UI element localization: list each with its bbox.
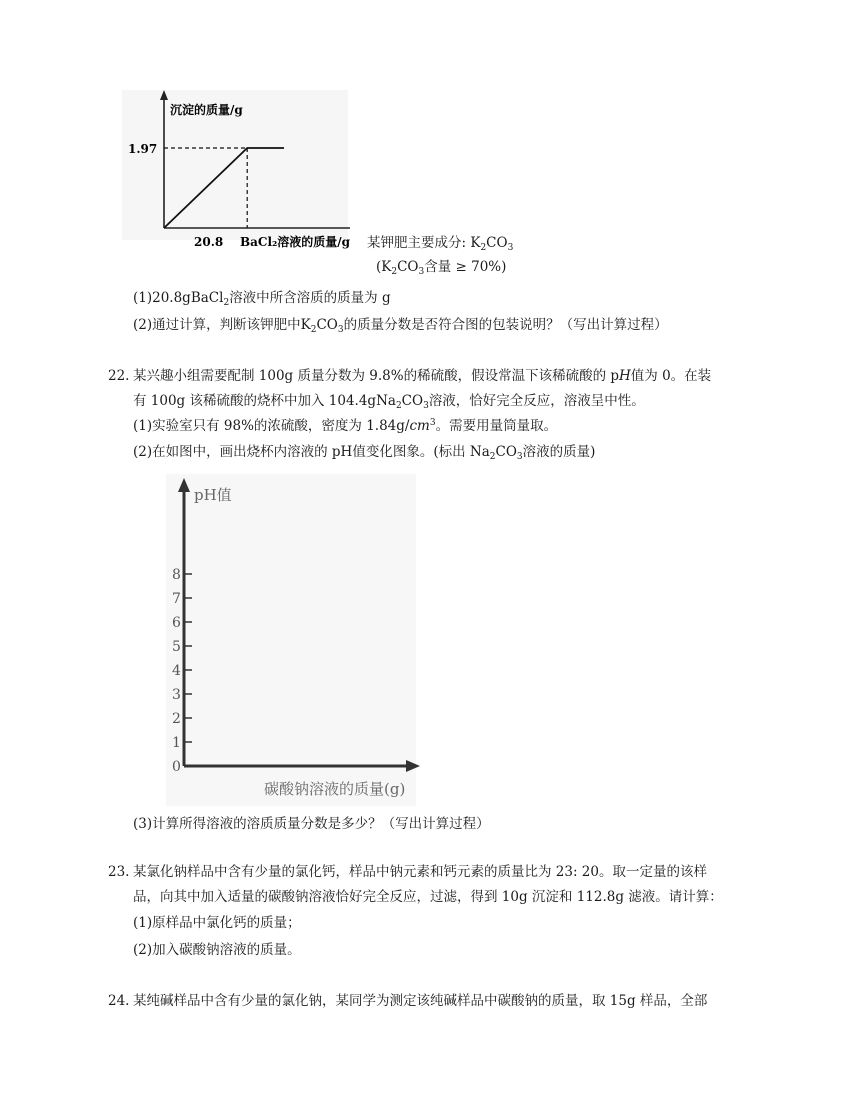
- chart-background: [166, 474, 416, 806]
- x-tick-label: 20.8: [194, 235, 224, 249]
- q22-part3: (3)计算所得溶液的溶质质量分数是多少？（写出计算过程）: [133, 816, 490, 832]
- q22-number: 22.: [108, 368, 130, 384]
- y-tick-label: 4: [172, 663, 181, 679]
- y-tick-label: 6: [172, 615, 181, 631]
- q22-part1: (1)实验室只有 98%的浓硫酸，密度为 $1.84g/cm^3$。需要用量筒量取。: [133, 418, 558, 434]
- y-tick-label: 1.97: [128, 142, 158, 156]
- y-tick-label: 5: [172, 639, 181, 655]
- y-tick-label: 0: [172, 759, 181, 775]
- y-tick-label: 3: [172, 687, 181, 703]
- q23-part1: (1)原样品中氯化钙的质量；: [133, 915, 301, 931]
- q22-stem-line1: 某兴趣小组需要配制 100g 质量分数为 9.8%的稀硫酸，假设常温下该稀硫酸的 pH值为 0。在装: [133, 368, 712, 384]
- y-tick-label: 2: [172, 711, 181, 727]
- y-tick-label: 8: [172, 567, 181, 583]
- q23-stem-line1: 某氯化钠样品中含有少量的氯化钙，样品中钠元素和钙元素的质量比为 23: 20。取一定量的该样: [133, 864, 707, 880]
- q24-stem-line1: 某纯碱样品中含有少量的氯化钠，某同学为测定该纯碱样品中碳酸钠的质量，取 15g 样品，全部: [133, 993, 708, 1009]
- x-axis-label: BaCl₂溶液的质量/g: [240, 235, 351, 249]
- q23-part2: (2)加入碳酸钠溶液的质量。: [133, 942, 301, 958]
- package-label-line2: ($K_2CO_3$含量 ≥ 70%): [376, 259, 507, 277]
- q22-part2: (2)在如图中，画出烧杯内溶液的 pH值变化图象。(标出 $Na_2CO_3$溶液的质量): [133, 444, 596, 462]
- q22-stem-line2: 有 100g 该稀硫酸的烧杯中加入 $104.4gNa_2CO_3$溶液，恰好完全反应，溶液呈中性。: [133, 393, 645, 411]
- x-axis-label: 碳酸钠溶液的质量(g): [264, 780, 406, 798]
- q21-part2: (2)通过计算，判断该钾肥中$K_2CO_3$的质量分数是否符合图的包装说明？（写出计算过程）: [133, 317, 668, 335]
- y-axis-label: pH值: [194, 486, 232, 504]
- y-axis-label: 沉淀的质量/g: [170, 103, 243, 117]
- q21-part1: (1)20.8gBaCl$_2$溶液中所含溶质的质量为 g: [133, 290, 391, 308]
- y-tick-label: 1: [172, 735, 181, 751]
- q23-stem-line2: 品，向其中加入适量的碳酸钠溶液恰好完全反应，过滤，得到 10g 沉淀和 112.8g 滤液。请计算：: [133, 889, 723, 905]
- package-label-line1: 某钾肥主要成分: $K_2CO_3$: [367, 235, 514, 253]
- ph-chart: [166, 474, 426, 809]
- q24-number: 24.: [108, 993, 130, 1009]
- precipitate-chart: [118, 86, 368, 256]
- q23-number: 23.: [108, 864, 130, 880]
- y-tick-label: 7: [172, 591, 181, 607]
